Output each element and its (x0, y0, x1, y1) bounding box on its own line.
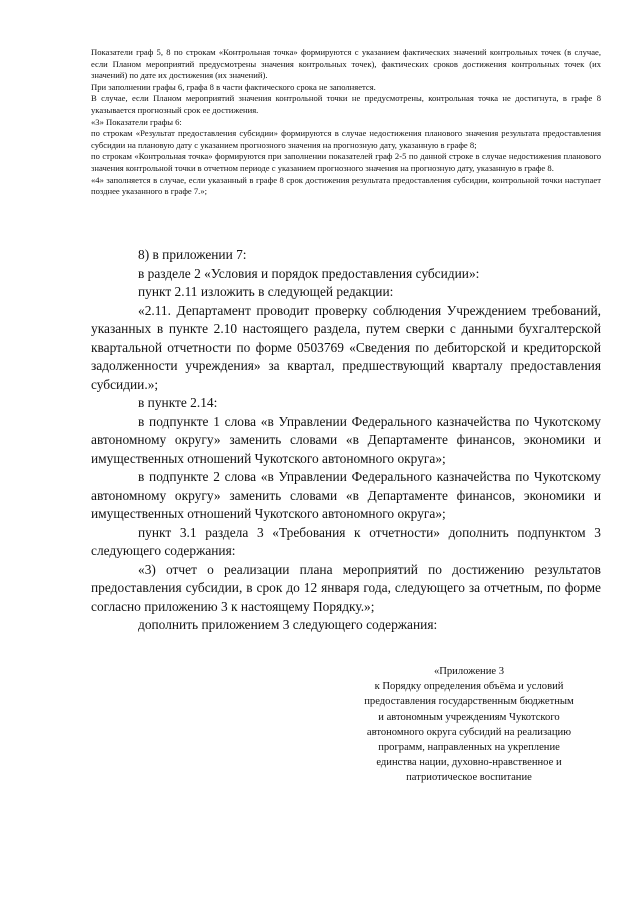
appendix-line: к Порядку определения объёма и условий (374, 681, 564, 693)
body-paragraph: пункт 3.1 раздела 3 «Требования к отчетности» дополнить подпунктом 3 следующего содержания: (91, 524, 601, 558)
body-paragraph: «2.11. Департамент проводит проверку соблюдения Учреждением требований, указанных в пункте 2.10 настоящего раздела, путем сверки с данными бухгалтерской квартальной отчетности по форме 0503769 «Сведения по дебиторской и кредиторской задолженности учреждения» за квартал, предшествующий кварталу предоставления субсидии.»; (91, 302, 601, 392)
body-paragraph: 8) в приложении 7: (138, 247, 247, 262)
appendix-line: патриотическое воспитание (406, 772, 532, 784)
footnote-paragraph: В случае, если Планом мероприятий значения контрольной точки не предусмотрены, контрольная точка не достигнута, в графе 8 указывается прогнозный срок ее достижения. (91, 93, 601, 115)
body-paragraph: дополнить приложением 3 следующего содержания: (138, 617, 438, 632)
footnote-paragraph: Показатели граф 5, 8 по строкам «Контрольная точка» формируются с указанием фактических значений контрольных точек (в случае, если Планом мероприятий предусмотрены значения контрольных точек), фактических сроков достижения контрольных точек (их значений) по дате их достижения (их значений). (91, 47, 601, 81)
body-paragraph: в пункте 2.14: (138, 395, 218, 410)
body-paragraph: в разделе 2 «Условия и порядок предоставления субсидии»: (138, 265, 480, 281)
appendix-title: «Приложение 3 (433, 666, 505, 677)
footnote-paragraph: по строкам «Результат предоставления субсидии» формируются в случае недостижения планового значения результата предоставления субсидии на плановую дату с указанием прогнозного значения на прогнозную дату, указанную в графе 8; (91, 128, 601, 150)
footnote-paragraph: «4» заполняется в случае, если указанный в графе 8 срок достижения результата предоставления субсидии, контрольной точки наступает позднее указанного в графе 7.»; (91, 174, 601, 197)
body-paragraph: пункт 2.11 изложить в следующей редакции: (138, 284, 394, 299)
footnote-paragraph: При заполнении графы 6, графа 8 в части фактического срока не заполняется. (91, 81, 376, 92)
body-paragraph: «3) отчет о реализации плана мероприятий по достижению результатов предоставления субсидии, в срок до 12 января года, следующего за отчетным, по форме согласно приложению 3 к настоящему Порядку.»; (91, 561, 601, 614)
appendix-line: предоставления государственным бюджетным (364, 696, 574, 708)
footnote-paragraph: по строкам «Контрольная точка» формируются при заполнении показателей граф 2-5 по данной строке в случае недостижения планового значения контрольной точки в отчетном периоде с указанием прогнозного значения на прогнозную дату, указанную в графе 8. (91, 151, 601, 173)
body-paragraph: в подпункте 2 слова «в Управлении Федерального казначейства по Чукотскому автономному округу» заменить словами «в Департаменте финансов, экономики и имущественных отношений Чукотского автономного округа»; (91, 469, 601, 521)
appendix-line: и автономным учреждениям Чукотского (378, 711, 560, 723)
appendix-line: единства нации, духовно-нравственное и (376, 757, 562, 769)
appendix-line: программ, направленных на укрепление (378, 742, 560, 754)
appendix-header (326, 664, 612, 786)
footnote-paragraph: «3» Показатели графы 6: (91, 116, 182, 127)
footnotes-block (91, 47, 601, 198)
body-paragraph: в подпункте 1 слова «в Управлении Федерального казначейства по Чукотскому автономному округу» заменить словами «в Департаменте финансов, экономики и имущественных отношений Чукотского автономного округа»; (91, 413, 601, 466)
main-text-block (91, 246, 601, 635)
appendix-line: автономного округа субсидий на реализацию (366, 726, 572, 738)
